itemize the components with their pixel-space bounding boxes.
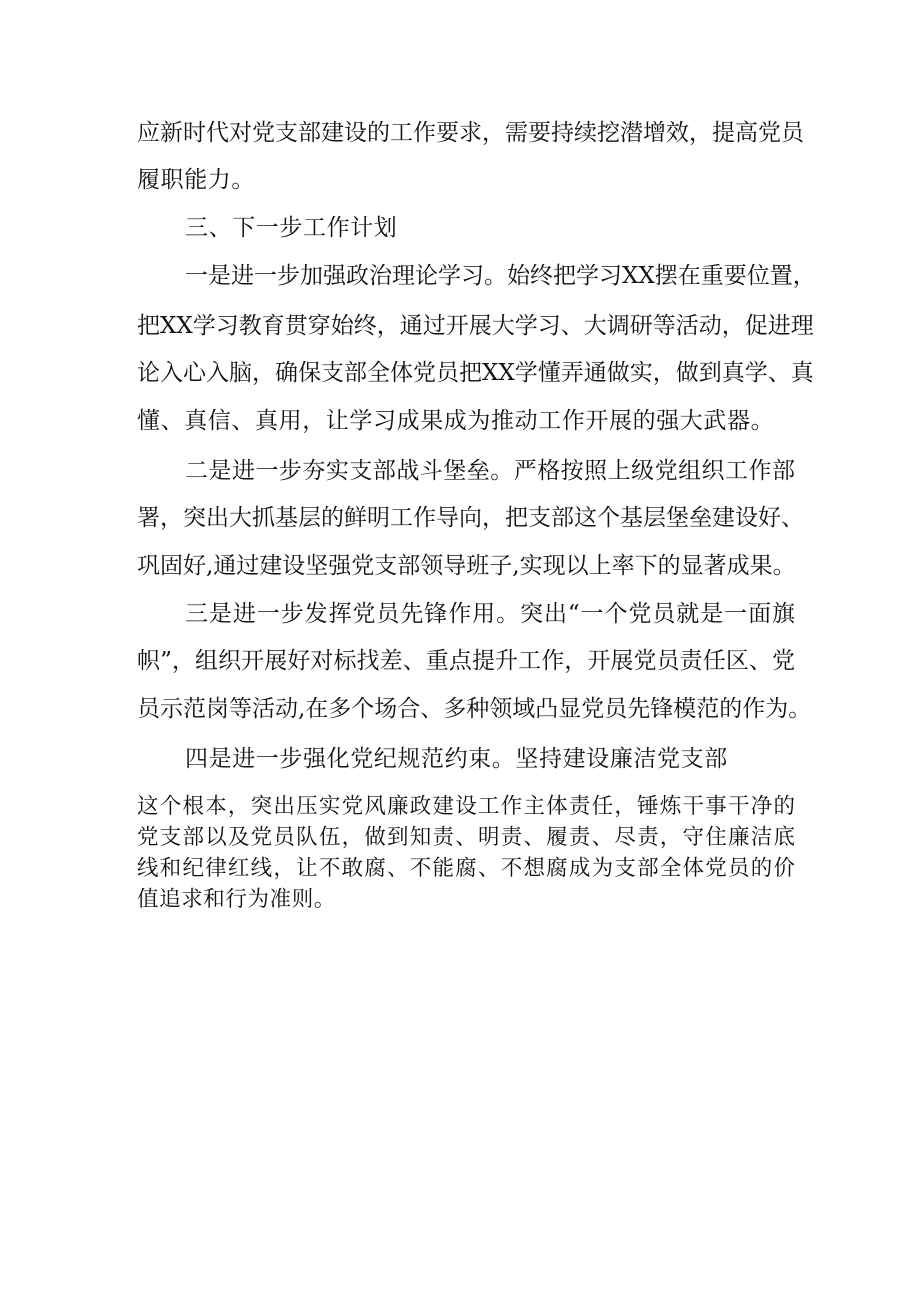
p1-line-1: 一是进一步加强政治理论学习。始终把学习XX摆在重要位置， bbox=[185, 263, 816, 289]
section-heading: 三、下一步工作计划 bbox=[185, 215, 398, 241]
p2-line-1: 二是进一步夯实支部战斗堡垒。严格按照上级党组织工作部 bbox=[185, 458, 795, 484]
p4-line-5: 值追求和行为准则。 bbox=[137, 887, 336, 912]
p3-line-1: 三是进一步发挥党员先锋作用。突出“一个党员就是一面旗 bbox=[185, 601, 795, 627]
p1-line-4: 懂、真信、真用，让学习成果成为推动工作开展的强大武器。 bbox=[137, 408, 775, 434]
p1-line-3: 论入心入脑，确保支部全体党员把XX学懂弄通做实，做到真学、真 bbox=[137, 360, 814, 386]
p4-line-4: 线和纪律红线，让不敢腐、不能腐、不想腐成为支部全体党员的价 bbox=[137, 856, 795, 881]
intro-line-1: 应新时代对党支部建设的工作要求，需要持续挖潜增效，提高党员 bbox=[137, 120, 804, 146]
intro-line-2: 履职能力。 bbox=[137, 167, 255, 193]
p4-line-3: 党支部以及党员队伍，做到知责、明责、履责、尽责，守住廉洁底 bbox=[137, 825, 795, 850]
p1-line-2: 把XX学习教育贯穿始终，通过开展大学习、大调研等活动，促进理 bbox=[137, 313, 814, 339]
p2-line-2: 署，突出大抓基层的鲜明工作导向，把支部这个基层堡垒建设好、 bbox=[137, 505, 804, 531]
p3-line-2: 帜”，组织开展好对标找差、重点提升工作，开展党员责任区、党 bbox=[137, 648, 795, 674]
p3-line-3: 员示范岗等活动,在多个场合、多种领域凸显党员先锋模范的作为。 bbox=[137, 696, 812, 722]
p4-line-2: 这个根本，突出压实党风廉政建设工作主体责任，锤炼干事干净的 bbox=[137, 794, 795, 819]
p2-line-3: 巩固好,通过建设坚强党支部领导班子,实现以上率下的显著成果。 bbox=[137, 553, 796, 579]
p4-line-1: 四是进一步强化党纪规范约束。坚持建设廉洁党支部 bbox=[185, 746, 728, 772]
